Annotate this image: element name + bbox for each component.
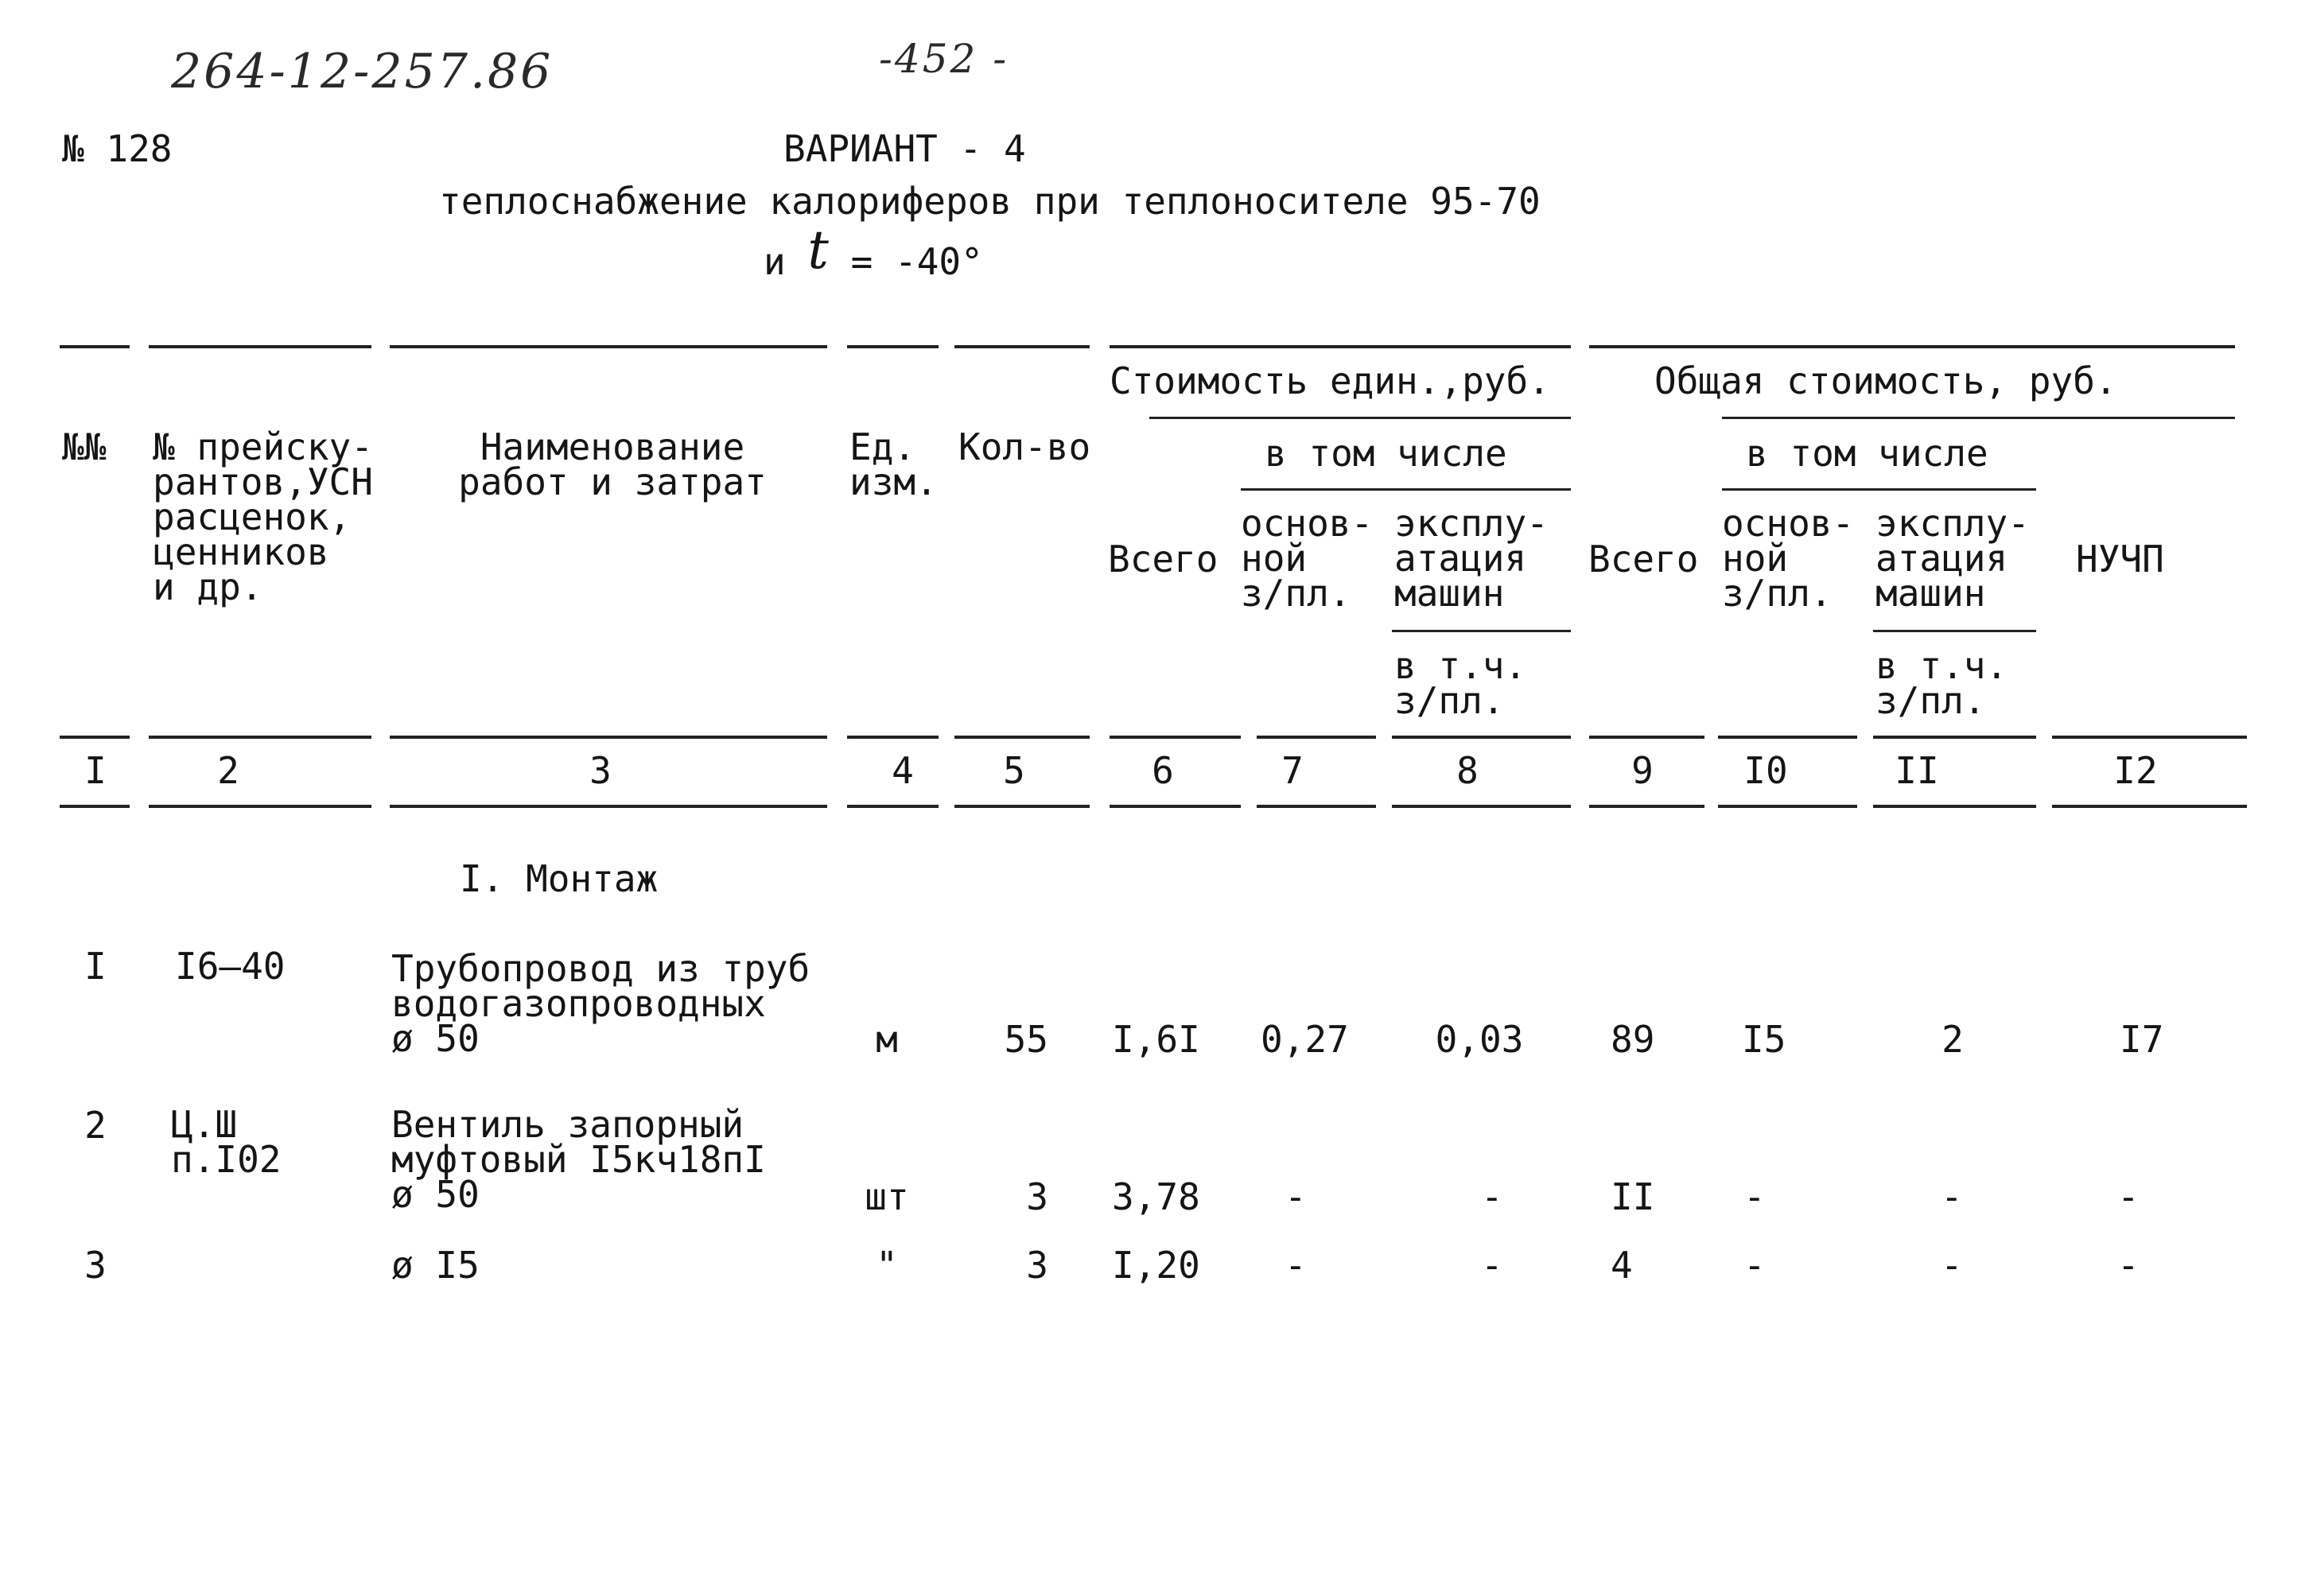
column-number: I [84, 749, 107, 792]
column-number: 8 [1456, 749, 1479, 792]
header-bottom-rule [1589, 736, 1704, 739]
header-unit-machine-wage: в т.ч. з/пл. [1394, 644, 1527, 722]
header-bottom-rule [149, 736, 371, 739]
row-total-machine: - [1941, 1244, 1963, 1287]
header-bottom-rule [954, 736, 1090, 739]
document-subtitle: теплоснабжение калориферов при теплоносителе 95-70 [439, 180, 1541, 223]
subtitle-temperature-value: = -40° [850, 240, 983, 283]
header-unit: Ед. изм. [849, 425, 938, 503]
row-unit-machine: 0,03 [1435, 1018, 1524, 1061]
header-total: Всего [1588, 538, 1699, 581]
unit-cost-group-rule [1149, 417, 1571, 419]
header-quantity: Кол-во [958, 425, 1091, 468]
column-number-bottom-rule [1589, 805, 1704, 808]
row-unit-machine: - [1481, 1175, 1503, 1218]
unit-cost-including-label: в том числе [1265, 432, 1507, 475]
column-number: 3 [589, 749, 612, 792]
header-work-name: Наименование работ и затрат [458, 425, 767, 503]
row-unit-total: 3,78 [1112, 1175, 1200, 1218]
row-total-base-wage: - [1743, 1175, 1766, 1218]
header-bottom-rule [847, 736, 939, 739]
column-number-bottom-rule [954, 805, 1090, 808]
overhead-top-rule [2052, 417, 2235, 419]
row-number: 2 [84, 1104, 107, 1147]
column-number-bottom-rule [1392, 805, 1571, 808]
row-number: 3 [84, 1244, 107, 1287]
unit-cost-group-header: Стоимость един.,руб. [1110, 359, 1550, 402]
row-unit: шт [865, 1175, 909, 1218]
column-number-bottom-rule [390, 805, 827, 808]
header-bottom-rule [1110, 736, 1241, 739]
row-work-name: ø I5 [391, 1244, 480, 1287]
row-unit-base-wage: - [1285, 1244, 1307, 1287]
unit-machine-rule [1392, 630, 1571, 632]
header-top-rule [149, 345, 371, 348]
header-bottom-rule [1257, 736, 1376, 739]
header-top-rule [847, 345, 939, 348]
section-title: I. Монтаж [460, 857, 659, 900]
header-bottom-rule [1873, 736, 2036, 739]
row-unit-total: I,20 [1112, 1244, 1200, 1287]
header-total-base-wage: основ- ной з/пл. [1722, 502, 1855, 615]
column-number-bottom-rule [847, 805, 939, 808]
column-number-bottom-rule [1873, 805, 2036, 808]
row-total: II [1611, 1175, 1655, 1218]
unit-cost-subgroup-rule [1241, 488, 1571, 491]
column-number: 2 [217, 749, 239, 792]
row-pricelist-code: I6–40 [175, 945, 286, 988]
row-unit: " [876, 1244, 898, 1287]
column-number: I2 [2113, 749, 2158, 792]
header-bottom-rule [60, 736, 130, 739]
column-number: 6 [1152, 749, 1174, 792]
row-quantity: 55 [1004, 1018, 1048, 1061]
row-unit-base-wage: - [1285, 1175, 1307, 1218]
header-total-machine: эксплу- атация машин [1875, 502, 2030, 615]
header-unit-base-wage: основ- ной з/пл. [1241, 502, 1374, 615]
column-number: 5 [1003, 749, 1025, 792]
row-number: I [84, 945, 107, 988]
column-number-bottom-rule [2052, 805, 2247, 808]
column-number-bottom-rule [149, 805, 371, 808]
header-unit-machine: эксплу- атация машин [1394, 502, 1549, 615]
row-unit-base-wage: 0,27 [1261, 1018, 1349, 1061]
header-top-rule [60, 345, 130, 348]
column-number: 7 [1281, 749, 1304, 792]
row-quantity: 3 [1026, 1244, 1048, 1287]
header-unit-total: Всего [1108, 538, 1219, 581]
header-top-rule [954, 345, 1090, 348]
column-number: I0 [1743, 749, 1788, 792]
column-number: 9 [1631, 749, 1654, 792]
header-bottom-rule [1392, 736, 1571, 739]
row-quantity: 3 [1026, 1175, 1048, 1218]
row-total-machine: - [1941, 1175, 1963, 1218]
column-number: II [1895, 749, 1939, 792]
total-cost-subgroup-rule [1722, 488, 2036, 491]
sheet-number: № 128 [62, 127, 173, 170]
header-bottom-rule [1718, 736, 1857, 739]
row-overhead: - [2117, 1175, 2140, 1218]
row-unit: м [876, 1018, 898, 1061]
row-unit-machine: - [1481, 1244, 1503, 1287]
header-top-rule [390, 345, 827, 348]
row-work-name: Трубопровод из труб водогазопроводных ø 50 [391, 947, 810, 1060]
row-pricelist-code: Ц.Ш п.I02 [171, 1103, 282, 1181]
variant-title: ВАРИАНТ - 4 [783, 127, 1026, 170]
header-total-machine-wage: в т.ч. з/пл. [1875, 644, 2008, 722]
header-row-number: №№ [62, 425, 107, 468]
header-pricelist: № прейску- рантов,УСН расценок, ценников и др. [153, 425, 373, 608]
row-unit-total: I,6I [1112, 1018, 1200, 1061]
total-cost-including-label: в том числе [1746, 432, 1988, 475]
handwritten-page-number: -452 - [879, 36, 1009, 82]
subtitle-prefix: и [764, 240, 786, 283]
column-number-bottom-rule [1718, 805, 1857, 808]
subtitle-temperature-line [764, 219, 983, 283]
row-total-machine: 2 [1941, 1018, 1964, 1061]
row-total: 89 [1611, 1018, 1655, 1061]
header-overhead: НУЧП [2076, 538, 2164, 581]
row-total-base-wage: - [1743, 1244, 1766, 1287]
header-top-rule [1589, 345, 2235, 348]
row-work-name: Вентиль запорный муфтовый I5кч18пI ø 50 [391, 1103, 766, 1216]
row-overhead: - [2117, 1244, 2140, 1287]
row-total-base-wage: I5 [1742, 1018, 1786, 1061]
header-bottom-rule [390, 736, 827, 739]
temperature-symbol: t [807, 219, 829, 281]
row-overhead: I7 [2120, 1018, 2164, 1061]
header-bottom-rule [2052, 736, 2247, 739]
handwritten-document-code: 264-12-257.86 [171, 44, 554, 99]
column-number-bottom-rule [1257, 805, 1376, 808]
column-number-bottom-rule [60, 805, 130, 808]
column-number: 4 [892, 749, 914, 792]
row-total: 4 [1611, 1244, 1633, 1287]
column-number-bottom-rule [1110, 805, 1241, 808]
total-cost-group-header: Общая стоимость, руб. [1654, 359, 2117, 402]
header-top-rule [1110, 345, 1571, 348]
total-machine-rule [1873, 630, 2036, 632]
